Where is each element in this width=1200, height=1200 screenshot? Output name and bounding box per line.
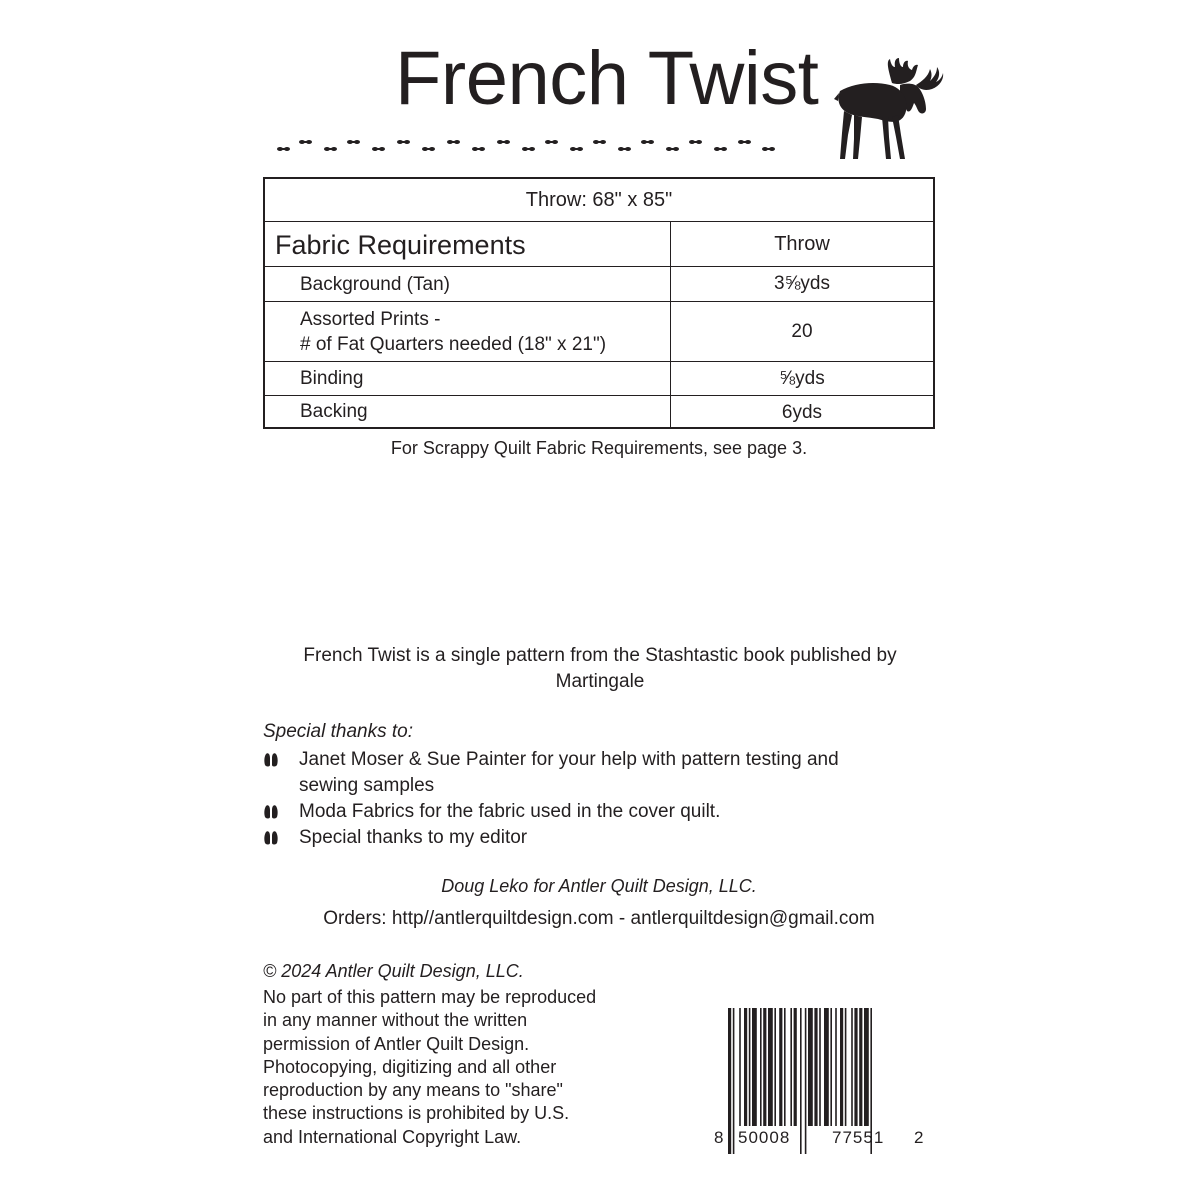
hoof-print-icon <box>264 804 278 820</box>
row-label-line1: Assorted Prints - <box>300 309 441 330</box>
throw-column-heading: Throw <box>774 232 830 255</box>
table-header-row <box>265 221 933 266</box>
table-row <box>265 361 933 395</box>
row-label-line2: # of Fat Quarters needed (18" x 21") <box>300 334 607 355</box>
scrappy-requirements-note: For Scrappy Quilt Fabric Requirements, see page 3. <box>390 438 808 458</box>
moose-icon <box>830 55 945 165</box>
header-cell-throw <box>671 222 933 266</box>
barcode-digit-group: 2 <box>914 1128 924 1147</box>
row-value: 6yds <box>781 401 823 423</box>
quilt-size: Throw: 68" x 85" <box>525 188 673 211</box>
fabric-requirements-table <box>263 177 935 429</box>
copyright-heading: © 2024 Antler Quilt Design, LLC. <box>263 961 524 981</box>
row-label-cell <box>265 362 671 395</box>
copyright-notice: No part of this pattern may be reproduced in any manner without the written permission of Antler Quilt Design. Photocopying, digitizing and all other reproduction by any means to "share" these instructions is prohibited by U.S. and International Copyright Law. <box>263 987 597 1147</box>
thanks-item-text: Special thanks to my editor <box>299 827 528 848</box>
row-label: Background (Tan) <box>300 274 450 295</box>
row-value: 3⅝yds <box>774 273 830 294</box>
thanks-list-item <box>263 799 903 825</box>
thanks-item-text: Moda Fabrics for the fabric used in the cover quilt. <box>299 801 721 822</box>
row-value: 20 <box>791 320 813 342</box>
author-credit: Doug Leko for Antler Quilt Design, LLC. <box>441 876 757 896</box>
barcode-digit-group: 8 <box>714 1128 724 1147</box>
barcode-digit-group: 50008 <box>738 1128 791 1147</box>
hoof-print-icon <box>264 752 278 768</box>
hoof-prints-trail-icon <box>275 132 795 162</box>
row-label-cell <box>265 396 671 429</box>
table-row <box>265 266 933 301</box>
special-thanks-heading: Special thanks to: <box>263 721 413 742</box>
row-label: Backing <box>300 401 368 422</box>
barcode-digit-group: 77551 <box>832 1128 885 1147</box>
table-row <box>265 395 933 429</box>
fabric-requirements-heading: Fabric Requirements <box>275 230 526 260</box>
page-title: French Twist <box>395 36 819 121</box>
header-cell-label <box>265 222 671 266</box>
hoof-print-icon <box>264 830 278 846</box>
barcode-number <box>714 1128 929 1152</box>
thanks-list-item <box>263 747 903 799</box>
table-row <box>265 301 933 361</box>
row-label-cell <box>265 267 671 301</box>
row-label: Binding <box>300 368 364 389</box>
orders-contact[interactable]: Orders: http//antlerquiltdesign.com - antlerquiltdesign@gmail.com <box>323 908 875 929</box>
thanks-list-item <box>263 825 903 851</box>
row-value: ⅝yds <box>779 367 825 389</box>
row-label-cell <box>265 302 671 361</box>
thanks-item-text: Janet Moser & Sue Painter for your help with pattern testing and sewing samples <box>299 749 839 796</box>
book-source-note: French Twist is a single pattern from the Stashtastic book published by Martingale <box>303 645 897 692</box>
